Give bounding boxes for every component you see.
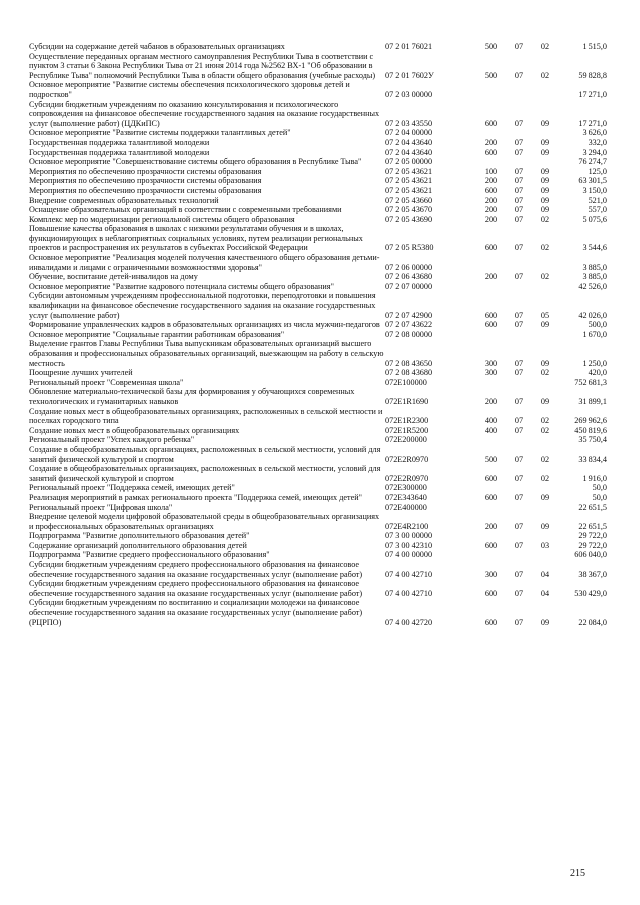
row-code: 07 2 05 00000 (385, 157, 433, 167)
table-row (29, 407, 607, 426)
table-row (29, 368, 607, 378)
row-section: 07 (514, 185, 524, 195)
budget-table (29, 42, 607, 627)
row-amount: 35 750,4 (578, 435, 607, 445)
table-row (29, 224, 607, 253)
row-amount: 450 819,6 (574, 425, 607, 435)
row-name: Государственная поддержка талантливой молодежи (29, 137, 210, 147)
row-expense-type: 600 (484, 473, 498, 483)
table-row (29, 205, 607, 215)
row-section (505, 550, 533, 560)
row-expense-type (477, 435, 505, 445)
row-section: 07 (514, 454, 524, 464)
row-section: 07 (514, 214, 524, 224)
table-row (29, 253, 607, 272)
row-amount: 3 626,0 (582, 128, 607, 138)
row-subsection (533, 128, 557, 138)
row-section: 07 (514, 310, 524, 320)
row-expense-type: 600 (484, 118, 498, 128)
row-subsection: 02 (540, 473, 550, 483)
row-subsection: 02 (540, 272, 550, 282)
row-subsection: 04 (540, 588, 550, 598)
row-code: 07 2 01 76021 (385, 42, 433, 51)
table-row (29, 176, 607, 186)
row-amount: 125,0 (588, 166, 607, 176)
row-amount: 50,0 (592, 483, 607, 493)
row-section: 07 (514, 358, 524, 368)
row-expense-type (477, 282, 505, 292)
row-section: 07 (514, 42, 524, 51)
row-amount: 3 885,0 (582, 272, 607, 282)
row-name: Основное мероприятие "Социальные гарантии работникам образования" (29, 329, 285, 339)
row-name: Мероприятия по обеспечению прозрачности системы образования (29, 176, 262, 186)
row-expense-type (477, 531, 505, 541)
row-expense-type: 600 (484, 588, 498, 598)
row-code: 07 2 04 00000 (385, 128, 433, 138)
table-row (29, 320, 607, 330)
table-row (29, 598, 607, 627)
row-name: Субсидии на содержание детей чабанов в образовательных организациях (29, 42, 285, 51)
row-amount: 5 075,6 (582, 214, 607, 224)
row-section: 07 (514, 368, 524, 378)
row-amount: 752 681,3 (574, 377, 607, 387)
row-code: 072Е2R0970 (385, 454, 429, 464)
table-row (29, 100, 607, 129)
row-code: 07 4 00 00000 (385, 550, 433, 560)
row-subsection: 09 (540, 118, 550, 128)
row-name: Государственная поддержка талантливой молодежи (29, 147, 210, 157)
table-row (29, 560, 607, 579)
row-amount: 1 250,0 (582, 358, 607, 368)
row-subsection: 02 (540, 243, 550, 253)
table-row (29, 503, 607, 513)
row-code: 072Е200000 (385, 435, 427, 445)
row-expense-type (477, 253, 505, 272)
row-amount: 22 651,5 (578, 521, 607, 531)
row-section: 07 (514, 569, 524, 579)
row-code: 07 4 00 42710 (385, 569, 433, 579)
row-expense-type: 600 (484, 492, 498, 502)
table-row (29, 128, 607, 138)
row-name: Региональный проект "Цифровая школа" (29, 502, 173, 512)
table-row (29, 52, 607, 81)
row-amount: 420,0 (588, 368, 607, 378)
table-row (29, 42, 607, 52)
table-row (29, 167, 607, 177)
table-row (29, 196, 607, 206)
row-subsection: 09 (540, 492, 550, 502)
row-amount: 1 515,0 (582, 42, 607, 51)
row-section: 07 (514, 425, 524, 435)
row-name: Основное мероприятие "Развитие системы обеспечения психологического здоровья детей и подростков" (29, 80, 350, 99)
table-row (29, 426, 607, 436)
table-row (29, 550, 607, 560)
table-row (29, 291, 607, 320)
row-amount: 332,0 (588, 137, 607, 147)
row-expense-type: 600 (484, 147, 498, 157)
row-amount: 521,0 (588, 195, 607, 205)
row-name: Субсидии бюджетным учреждениям среднего профессионального образования на финансовое обеспечение государственного задания на оказание государственных услуг (выполнение работ) (29, 560, 363, 579)
row-code: 072Е100000 (385, 377, 427, 387)
table-row (29, 339, 607, 368)
table-row (29, 282, 607, 292)
row-subsection (533, 282, 557, 292)
row-subsection: 09 (540, 358, 550, 368)
row-code: 07 2 03 00000 (385, 89, 433, 99)
row-subsection: 02 (540, 416, 550, 426)
row-subsection: 09 (540, 195, 550, 205)
row-code: 07 2 04 43640 (385, 137, 433, 147)
table-row (29, 186, 607, 196)
row-section (505, 128, 533, 138)
row-code: 072Е1R1690 (385, 396, 429, 406)
row-amount: 3 150,0 (582, 185, 607, 195)
row-subsection (533, 435, 557, 445)
row-name: Оснащение образовательных организаций в соответствии с современными требованиями (29, 205, 342, 215)
row-name: Региональный проект "Успех каждого ребенка" (29, 435, 195, 445)
row-code: 07 2 06 43680 (385, 272, 433, 282)
table-row (29, 157, 607, 167)
row-section: 07 (514, 492, 524, 502)
row-amount: 38 367,0 (578, 569, 607, 579)
row-section (505, 435, 533, 445)
row-expense-type: 600 (484, 617, 498, 627)
row-section (505, 253, 533, 272)
row-section: 07 (514, 137, 524, 147)
row-subsection: 02 (540, 70, 550, 80)
row-amount: 22 084,0 (578, 617, 607, 627)
row-section: 07 (514, 176, 524, 186)
row-expense-type (477, 378, 505, 388)
row-expense-type (477, 503, 505, 513)
row-code: 07 3 00 42310 (385, 540, 433, 550)
row-subsection (533, 157, 557, 167)
row-name: Обучение, воспитание детей-инвалидов на дому (29, 272, 198, 282)
table-row (29, 215, 607, 225)
row-expense-type: 300 (484, 368, 498, 378)
row-code: 07 2 08 00000 (385, 329, 433, 339)
row-name: Создание новых мест в общеобразовательных организациях (29, 425, 240, 435)
row-expense-type (477, 483, 505, 493)
row-code: 07 4 00 42720 (385, 617, 433, 627)
row-subsection (533, 253, 557, 272)
row-expense-type: 200 (484, 195, 498, 205)
row-code: 072Е1R2300 (385, 416, 429, 426)
row-section: 07 (514, 195, 524, 205)
table-row (29, 512, 607, 531)
row-expense-type: 600 (484, 310, 498, 320)
row-code: 07 2 05 43621 (385, 166, 433, 176)
row-expense-type (477, 80, 505, 99)
row-name: Создание в общеобразовательных организациях, расположенных в сельской местности, условий для занятий физической культурой и спортом (29, 444, 381, 464)
row-code: 07 2 05 43670 (385, 205, 433, 215)
row-name: Внедрение целевой модели цифровой образовательной среды в общеобразовательных организациях и профессиональных образовательных организациях (29, 512, 380, 531)
row-name: Реализация мероприятий в рамках регионального проекта "Поддержка семей, имеющих детей" (29, 492, 362, 502)
table-row (29, 483, 607, 493)
row-section (505, 483, 533, 493)
table-row (29, 445, 607, 464)
row-expense-type: 500 (484, 42, 498, 51)
row-section: 07 (514, 147, 524, 157)
row-amount: 76 274,7 (578, 157, 607, 167)
row-amount: 29 722,0 (578, 540, 607, 550)
row-section: 07 (514, 521, 524, 531)
row-name: Подпрограмма "Развитие среднего профессионального образования" (29, 550, 270, 560)
row-subsection (533, 550, 557, 560)
row-amount: 50,0 (592, 492, 607, 502)
row-amount: 557,0 (588, 205, 607, 215)
row-amount: 42 526,0 (578, 281, 607, 291)
row-subsection: 09 (540, 320, 550, 330)
table-row (29, 435, 607, 445)
row-code: 07 2 04 43640 (385, 147, 433, 157)
row-subsection: 09 (540, 166, 550, 176)
row-code: 07 2 05 43660 (385, 195, 433, 205)
row-name: Осуществление переданных органам местного самоуправления Республики Тыва в соответствии с пунктом 3 статьи 6 Закона Республики Тыва от 21 июня 2014 года №2562 ВХ-1 "Об образовании в Республике Тыва" полномочий Республики Тыва в области общего образования (учебные расходы) (29, 51, 376, 80)
row-expense-type: 400 (484, 425, 498, 435)
row-expense-type (477, 157, 505, 167)
row-subsection: 04 (540, 569, 550, 579)
row-subsection (533, 483, 557, 493)
row-code: 072Е2R0970 (385, 473, 429, 483)
row-section: 07 (514, 243, 524, 253)
row-expense-type: 200 (484, 137, 498, 147)
row-amount: 1 916,0 (582, 473, 607, 483)
row-amount: 33 834,4 (578, 454, 607, 464)
row-name: Основное мероприятие "Развитие кадрового потенциала системы общего образования" (29, 281, 334, 291)
row-expense-type: 300 (484, 569, 498, 579)
row-expense-type: 400 (484, 416, 498, 426)
table-row (29, 138, 607, 148)
row-subsection: 02 (540, 214, 550, 224)
row-code: 07 2 03 43550 (385, 118, 433, 128)
row-name: Формирование управленческих кадров в образовательных организациях из числа мужчин-педагогов (29, 320, 380, 330)
row-name: Комплекс мер по модернизации региональной системы общего образования (29, 214, 295, 224)
row-expense-type: 500 (484, 454, 498, 464)
row-subsection (533, 80, 557, 99)
row-expense-type: 200 (484, 521, 498, 531)
row-expense-type (477, 330, 505, 340)
row-section: 07 (514, 416, 524, 426)
row-subsection: 03 (540, 540, 550, 550)
row-name: Обновление материально-технической базы для формирования у обучающихся современных технологических и гуманитарных навыков (29, 387, 355, 406)
row-name: Субсидии бюджетным учреждениям по воспитанию и социализации молодежи на финансовое обеспечение государственного задания на оказание государственных услуг (выполнение работ) (РЦРПО) (29, 598, 363, 627)
row-name: Региональный проект "Современная школа" (29, 377, 184, 387)
row-code: 07 2 08 43680 (385, 368, 433, 378)
row-expense-type (477, 128, 505, 138)
row-subsection (533, 378, 557, 388)
row-section (505, 531, 533, 541)
table-row (29, 387, 607, 406)
row-expense-type: 600 (484, 185, 498, 195)
row-expense-type: 200 (484, 396, 498, 406)
row-code: 07 2 07 00000 (385, 281, 433, 291)
row-section (505, 157, 533, 167)
row-subsection (533, 531, 557, 541)
row-name: Основное мероприятие "Реализация моделей получения качественного общего образования детьми-инвалидами и лицами с ограниченными возможностями здоровья" (29, 253, 380, 272)
row-code: 07 2 05 R5380 (385, 243, 434, 253)
table-row (29, 378, 607, 388)
row-section: 07 (514, 70, 524, 80)
row-code: 07 3 00 00000 (385, 531, 433, 541)
row-section: 07 (514, 118, 524, 128)
row-amount: 42 026,0 (578, 310, 607, 320)
row-expense-type: 200 (484, 214, 498, 224)
budget-table-body (29, 42, 607, 627)
row-name: Выделение грантов Главы Республики Тыва выпускникам образовательных организаций высшего образования и профессиональных образовательных организаций, выезжающим на работу в сельскую местность (29, 339, 384, 368)
row-expense-type: 500 (484, 70, 498, 80)
row-code: 07 2 05 43621 (385, 176, 433, 186)
row-name: Поощрение лучших учителей (29, 368, 133, 378)
row-code: 07 2 05 43690 (385, 214, 433, 224)
table-row (29, 531, 607, 541)
row-name: Мероприятия по обеспечению прозрачности системы образования (29, 166, 262, 176)
table-row (29, 464, 607, 483)
row-subsection: 09 (540, 137, 550, 147)
row-amount: 29 722,0 (578, 531, 607, 541)
row-section: 07 (514, 396, 524, 406)
row-amount: 3 294,0 (582, 147, 607, 157)
row-subsection: 09 (540, 205, 550, 215)
row-amount: 17 271,0 (578, 118, 607, 128)
row-subsection: 09 (540, 185, 550, 195)
row-amount: 530 429,0 (574, 588, 607, 598)
row-name: Основное мероприятие "Совершенствование системы общего образования в Республике Тыва" (29, 157, 362, 167)
row-amount: 3 885,0 (582, 262, 607, 272)
row-expense-type: 600 (484, 243, 498, 253)
row-name: Создание новых мест в общеобразовательных организациях, расположенных в сельской местности и поселках городского типа (29, 406, 383, 426)
row-section: 07 (514, 617, 524, 627)
row-code: 07 2 01 7602У (385, 70, 434, 80)
row-amount: 22 651,5 (578, 502, 607, 512)
row-amount: 1 670,0 (582, 329, 607, 339)
row-expense-type: 300 (484, 358, 498, 368)
row-expense-type: 600 (484, 540, 498, 550)
row-code: 072Е400000 (385, 502, 427, 512)
row-amount: 500,0 (588, 320, 607, 330)
row-code: 07 2 08 43650 (385, 358, 433, 368)
row-section: 07 (514, 166, 524, 176)
row-subsection: 02 (540, 454, 550, 464)
row-expense-type: 100 (484, 166, 498, 176)
row-expense-type (477, 550, 505, 560)
row-name: Субсидии бюджетным учреждениям по оказанию консультирования и психологического сопровождения на финансовое обеспечение государственного задания на оказание государственных услуг (выполнение работ) (ЦДКиПС) (29, 99, 380, 128)
row-code: 07 4 00 42710 (385, 588, 433, 598)
row-subsection: 02 (540, 42, 550, 51)
row-subsection: 02 (540, 425, 550, 435)
row-name: Создание в общеобразовательных организациях, расположенных в сельской местности, условий для занятий физической культурой и спортом (29, 464, 381, 483)
row-code: 07 2 06 00000 (385, 262, 433, 272)
row-name: Основное мероприятие "Развитие системы поддержки талантливых детей" (29, 128, 291, 138)
row-section: 07 (514, 272, 524, 282)
table-row (29, 272, 607, 282)
row-name: Субсидии автономным учреждениям профессиональной подготовки, переподготовки и повышения квалификации на финансовое обеспечение государственного задания на оказание государственных услуг (выполнение работ) (29, 291, 376, 320)
row-code: 07 2 07 42900 (385, 310, 433, 320)
row-name: Повышение качества образования в школах с низкими результатами обучения и в школах, функционирующих в неблагоприятных социальных условиях, путем реализации региональных проектов и распространения их результатов в субъектах Российской Федерации (29, 224, 363, 253)
row-amount: 59 828,8 (578, 70, 607, 80)
row-section: 07 (514, 320, 524, 330)
row-code: 072Е1R5200 (385, 425, 429, 435)
row-section: 07 (514, 588, 524, 598)
row-amount: 269 962,6 (574, 416, 607, 426)
page-number: 215 (570, 868, 585, 879)
row-name: Подпрограмма "Развитие дополнительного образования детей" (29, 531, 250, 541)
row-expense-type: 200 (484, 176, 498, 186)
row-amount: 63 301,5 (578, 176, 607, 186)
row-subsection: 09 (540, 617, 550, 627)
table-row (29, 80, 607, 99)
row-section (505, 282, 533, 292)
row-name: Региональный проект "Поддержка семей, имеющих детей" (29, 483, 235, 493)
row-name: Содержание организаций дополнительного образования детей (29, 540, 247, 550)
row-subsection: 09 (540, 521, 550, 531)
row-subsection: 09 (540, 176, 550, 186)
row-expense-type: 200 (484, 205, 498, 215)
row-subsection (533, 503, 557, 513)
row-amount: 606 040,0 (574, 550, 607, 560)
row-code: 07 2 05 43621 (385, 185, 433, 195)
row-subsection: 02 (540, 368, 550, 378)
row-subsection: 05 (540, 310, 550, 320)
row-section: 07 (514, 473, 524, 483)
row-code: 072Е4R2100 (385, 521, 429, 531)
row-section (505, 330, 533, 340)
row-code: 072Е300000 (385, 483, 427, 493)
row-subsection (533, 330, 557, 340)
row-section (505, 503, 533, 513)
row-expense-type: 600 (484, 320, 498, 330)
row-code: 072Е343640 (385, 492, 427, 502)
row-amount: 31 899,1 (578, 396, 607, 406)
row-expense-type: 200 (484, 272, 498, 282)
row-name: Мероприятия по обеспечению прозрачности системы образования (29, 185, 262, 195)
table-row (29, 493, 607, 503)
row-section (505, 378, 533, 388)
table-row (29, 541, 607, 551)
row-name: Субсидии бюджетным учреждениям среднего профессионального образования на финансовое обеспечение государственного задания на оказание государственных услуг (выполнение работ) (29, 579, 363, 598)
table-row (29, 330, 607, 340)
row-name: Внедрение современных образовательных технологий (29, 195, 219, 205)
row-amount: 17 271,0 (578, 89, 607, 99)
row-subsection: 09 (540, 147, 550, 157)
row-code: 07 2 07 43622 (385, 320, 433, 330)
table-row (29, 579, 607, 598)
row-section: 07 (514, 540, 524, 550)
table-row (29, 148, 607, 158)
row-amount: 3 544,6 (582, 243, 607, 253)
row-subsection: 09 (540, 396, 550, 406)
row-section: 07 (514, 205, 524, 215)
row-section (505, 80, 533, 99)
